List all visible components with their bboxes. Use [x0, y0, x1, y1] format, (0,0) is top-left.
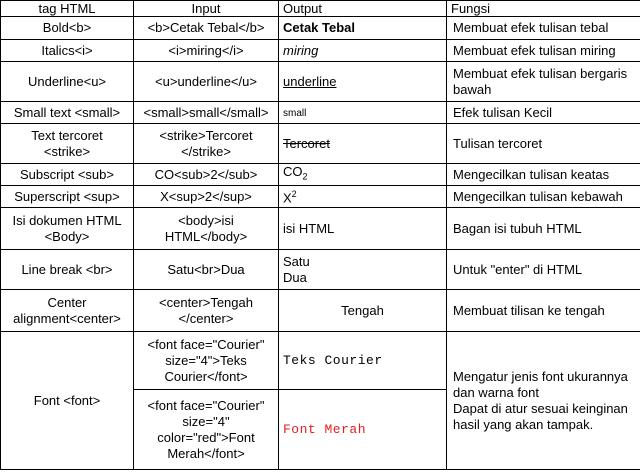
output-cell: isi HTML	[279, 208, 447, 250]
table-row	[1, 208, 640, 250]
output-cell	[279, 40, 447, 62]
input-cell: Satu<br>Dua	[134, 250, 279, 290]
input-line: <strike>Tercoret	[159, 127, 253, 143]
fungsi-cell	[447, 332, 640, 470]
header-row	[1, 1, 640, 17]
input-cell: CO<sub>2</sub>	[134, 164, 279, 186]
table-row	[1, 332, 640, 390]
table-row	[1, 250, 640, 290]
underline-output: underline	[283, 73, 337, 89]
sub-output-sub: 2	[302, 171, 308, 182]
input-line: </center>	[178, 310, 234, 326]
fungsi-cell: Membuat efek tulisan bergaris bawah	[447, 62, 640, 102]
header-fungsi: Fungsi	[447, 1, 640, 17]
input-cell: <u>underline</u>	[134, 62, 279, 102]
input-line: Merah</font>	[167, 445, 245, 461]
sup-output-base: X	[283, 190, 292, 206]
output-cell	[279, 186, 447, 208]
italic-output: miring	[283, 42, 319, 58]
fungsi-cell: Membuat tilisan ke tengah	[447, 290, 640, 332]
output-line: Satu	[283, 253, 310, 269]
input-cell: <small>small</small>	[134, 102, 279, 124]
fungsi-cell: Membuat efek tulisan miring	[447, 40, 640, 62]
table-row	[1, 186, 640, 208]
input-cell	[134, 124, 279, 164]
output-cell	[279, 62, 447, 102]
input-cell	[134, 290, 279, 332]
fungsi-cell: Membuat efek tulisan tebal	[447, 17, 640, 40]
table-row	[1, 124, 640, 164]
table-row	[1, 40, 640, 62]
output-cell	[279, 390, 447, 470]
output-cell	[279, 124, 447, 164]
input-line: </strike>	[181, 143, 231, 159]
table-row	[1, 102, 640, 124]
table-row	[1, 164, 640, 186]
tag-line: <strike>	[43, 143, 91, 159]
input-line: <font face="Courier"	[147, 397, 265, 413]
input-cell	[134, 332, 279, 390]
output-cell	[279, 332, 447, 390]
fungsi-cell: Efek tulisan Kecil	[447, 102, 640, 124]
table-row	[1, 17, 640, 40]
fungsi-line: Dapat di atur sesuai keinginan	[453, 400, 628, 416]
header-tag: tag HTML	[1, 1, 134, 17]
header-input: Input	[134, 1, 279, 17]
header-output: Output	[279, 1, 447, 17]
fungsi-line: hasil yang akan tampak.	[453, 416, 594, 432]
tag-line: alignment<center>	[13, 310, 121, 326]
fungsi-cell: Mengecilkan tulisan kebawah	[447, 186, 640, 208]
sup-output-sup: 2	[291, 189, 297, 200]
fungsi-line: dan warna font	[453, 384, 540, 400]
tag-line: Isi dokumen HTML	[12, 212, 122, 228]
output-cell	[279, 102, 447, 124]
input-line: size="4">Teks	[165, 352, 247, 368]
small-output: small	[283, 107, 307, 119]
tag-cell: Subscript <sub>	[1, 164, 134, 186]
output-line: Dua	[283, 269, 307, 285]
strike-output: Tercoret	[283, 135, 330, 151]
table-row	[1, 290, 640, 332]
tag-cell: Bold<b>	[1, 17, 134, 40]
tag-line: Center	[47, 294, 87, 310]
fungsi-cell: Bagan isi tubuh HTML	[447, 208, 640, 250]
input-line: HTML</body>	[164, 228, 248, 244]
tag-cell	[1, 290, 134, 332]
input-cell: <b>Cetak Tebal</b>	[134, 17, 279, 40]
fungsi-cell: Mengecilkan tulisan keatas	[447, 164, 640, 186]
input-line: <font face="Courier"	[147, 336, 265, 352]
bold-output: Cetak Tebal	[283, 20, 356, 35]
table-row	[1, 62, 640, 102]
tag-line: <Body>	[44, 228, 90, 244]
input-line: Courier</font>	[164, 368, 248, 384]
fungsi-cell: Untuk "enter" di HTML	[447, 250, 640, 290]
input-line: <center>Tengah	[159, 294, 253, 310]
tag-cell: Line break <br>	[1, 250, 134, 290]
tag-cell: Font <font>	[1, 332, 134, 470]
output-cell: Tengah	[279, 290, 447, 332]
tag-cell: Underline<u>	[1, 62, 134, 102]
input-cell: X<sup>2</sup>	[134, 186, 279, 208]
tag-line: Text tercoret	[31, 127, 103, 143]
input-cell	[134, 390, 279, 470]
sub-output-base: CO	[283, 164, 303, 180]
tag-cell: Superscript <sup>	[1, 186, 134, 208]
input-line: size="4"	[182, 413, 230, 429]
tag-cell: Small text <small>	[1, 102, 134, 124]
tag-cell: Italics<i>	[1, 40, 134, 62]
tag-cell	[1, 208, 134, 250]
tag-cell	[1, 124, 134, 164]
output-cell	[279, 250, 447, 290]
input-line: <body>isi	[178, 212, 234, 228]
red-font-output: Font Merah	[283, 422, 367, 437]
courier-output: Teks Courier	[283, 353, 383, 368]
output-cell	[279, 17, 447, 40]
input-cell	[134, 208, 279, 250]
fungsi-cell: Tulisan tercoret	[447, 124, 640, 164]
input-cell: <i>miring</i>	[134, 40, 279, 62]
output-cell	[279, 164, 447, 186]
input-line: color="red">Font	[157, 429, 255, 445]
fungsi-line: Mengatur jenis font ukurannya	[453, 368, 628, 384]
